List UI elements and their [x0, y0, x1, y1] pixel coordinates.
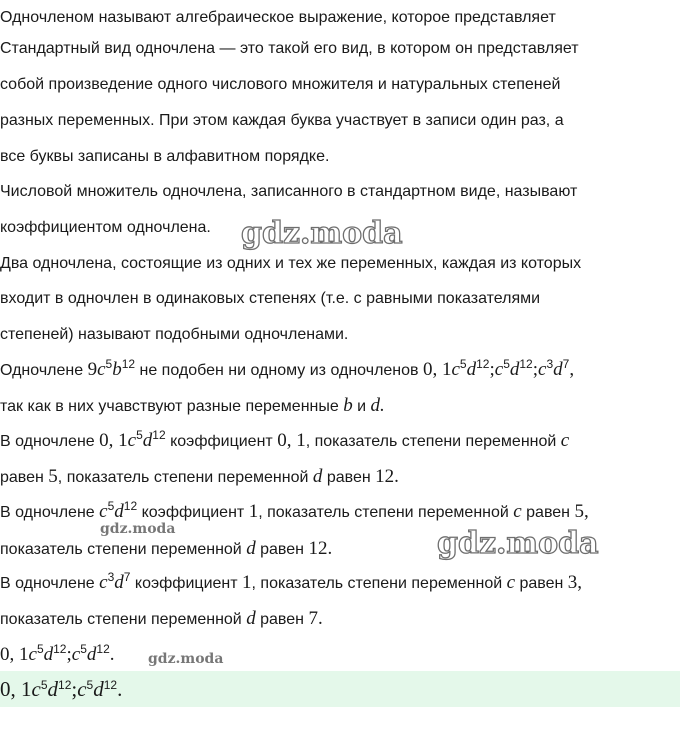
text-span: равен: [521, 504, 575, 521]
math-punct: .: [109, 644, 115, 665]
math-var: c: [71, 644, 81, 665]
text-line-3: собой произведение одного числового множителя и натуральных степеней: [0, 76, 561, 93]
math-exp: 12: [123, 499, 138, 513]
math-var: c: [560, 430, 570, 451]
math-exp: 12: [519, 357, 533, 371]
text-span: коэффициент: [137, 504, 249, 521]
math-exp: 12: [96, 642, 110, 656]
text-line-4: разных переменных. При этом каждая буква участвует в записи один раз, а: [0, 112, 564, 129]
text-line-14: [0, 465, 399, 489]
math-exp: 7: [562, 357, 570, 371]
math-number: 0,: [422, 359, 438, 380]
math-punct: ;: [532, 359, 539, 380]
math-exp: 12: [476, 357, 490, 371]
math-punct: ,: [569, 359, 575, 380]
math-var: c: [538, 359, 547, 380]
math-punct: .: [117, 677, 123, 701]
text-span: так как в них учавствуют разные переменные: [0, 398, 344, 415]
math-number: 9: [87, 359, 98, 380]
text-line-8: Два одночлена, состоящие из одних и тех же переменных, каждая из которых: [0, 255, 582, 272]
answer-box: [0, 671, 680, 707]
math-punct: ;: [489, 359, 495, 380]
math-var: d: [47, 677, 59, 701]
watermark-logo: gdz.moda: [148, 651, 224, 667]
watermark-logo: gdz.moda: [437, 526, 599, 561]
math-var: d: [312, 466, 323, 487]
math-exp: 3: [107, 570, 115, 584]
text-span: показатель степени переменной: [0, 541, 247, 558]
math-punct: ;: [66, 644, 72, 665]
text-span: показатель степени переменной: [0, 611, 247, 628]
text-span: В одночлене: [0, 433, 100, 450]
math-exp: 5: [459, 357, 467, 371]
answer-box-line: [0, 677, 122, 701]
math-exp: 5: [86, 678, 94, 692]
text-span: , показатель степени переменной: [57, 469, 313, 486]
math-exp: 7: [123, 570, 131, 584]
math-var: d: [246, 538, 256, 559]
math-var: d: [93, 677, 104, 701]
math-var: d: [553, 359, 563, 380]
math-number: 0, 1: [277, 430, 306, 451]
text-line-6: Числовой множитель одночлена, записанного в стандартном виде, называют: [0, 183, 578, 200]
math-number: 1: [242, 572, 252, 593]
math-number: 3,: [567, 572, 583, 593]
text-line-10: степеней) называют подобными одночленами.: [0, 326, 349, 343]
math-exp: 3: [546, 357, 554, 371]
math-var: d: [114, 501, 124, 522]
math-var: c: [97, 359, 106, 380]
text-span: равен: [255, 541, 309, 558]
watermark-logo: gdz.moda: [100, 521, 176, 537]
text-span: В одночлене: [0, 575, 100, 592]
math-number: 0, 1: [0, 644, 29, 665]
math-number: 5,: [574, 501, 589, 522]
math-exp: 12: [103, 678, 118, 692]
math-number: 12.: [308, 538, 333, 559]
text-span: коэффициент: [130, 575, 243, 592]
math-number: 0, 1: [99, 430, 128, 451]
math-var: d: [114, 572, 124, 593]
text-line-11: [0, 358, 574, 382]
text-span: не подобен ни одному из одночленов: [135, 362, 423, 379]
math-var: c: [99, 501, 108, 522]
text-line-1: Одночленом называют алгебраическое выражение, которое представляет: [0, 9, 556, 26]
text-span: , показатель степени переменной: [251, 575, 507, 592]
math-exp: 5: [80, 642, 87, 656]
math-exp: 12: [53, 642, 67, 656]
math-exp: 5: [107, 499, 115, 513]
text-span: , показатель степени переменной: [258, 504, 514, 521]
math-exp: 5: [105, 357, 113, 371]
math-var: d: [246, 608, 256, 629]
text-line-2: Стандартный вид одночлена — это такой его вид, в котором он представляет: [0, 40, 579, 57]
text-span: равен: [515, 575, 568, 592]
math-var: c: [506, 572, 516, 593]
math-number: 12.: [375, 466, 399, 487]
text-span: равен: [0, 469, 49, 486]
text-line-17: [0, 571, 582, 595]
math-var: c: [494, 359, 504, 380]
answer-line: [0, 643, 115, 667]
math-number: 7.: [308, 608, 323, 629]
math-var: c: [31, 677, 41, 701]
text-line-16: [0, 537, 332, 561]
text-line-15: [0, 500, 589, 524]
math-var: c: [451, 359, 460, 380]
math-var: c: [77, 677, 87, 701]
text-line-13: [0, 429, 569, 453]
text-line-5: все буквы записаны в алфавитном порядке.: [0, 148, 330, 165]
math-var: c: [99, 572, 108, 593]
text-line-7: коэффициентом одночлена.: [0, 219, 211, 236]
math-var: d: [43, 644, 54, 665]
math-var: d: [509, 359, 520, 380]
text-span: В одночлене: [0, 504, 100, 521]
text-line-9: входит в одночлен в одинаковых степенях (т.е. с равными показателями: [0, 290, 541, 307]
math-number: 5: [48, 466, 58, 487]
math-number: 1: [441, 359, 452, 380]
text-span: Одночлене: [0, 362, 88, 379]
math-var: b: [112, 359, 122, 380]
math-var: c: [28, 644, 37, 665]
math-var: c: [127, 430, 137, 451]
text-span: и: [352, 398, 371, 415]
math-exp: 12: [121, 357, 136, 371]
math-var: d: [142, 430, 153, 451]
math-punct: ;: [71, 677, 78, 701]
math-exp: 5: [503, 357, 510, 371]
math-exp: 12: [58, 678, 72, 692]
math-var: b: [343, 395, 353, 416]
math-exp: 5: [136, 428, 143, 442]
watermark-logo: gdz.moda: [241, 216, 403, 251]
text-line-12: [0, 394, 385, 418]
text-line-18: [0, 607, 323, 631]
text-span: коэффициент: [165, 433, 278, 450]
math-var: d.: [370, 395, 385, 416]
math-var: c: [513, 501, 522, 522]
text-span: , показатель степени переменной: [305, 433, 561, 450]
text-span: равен: [255, 611, 309, 628]
math-var: d: [86, 644, 97, 665]
math-var: d: [466, 359, 477, 380]
text-span: равен: [322, 469, 376, 486]
math-exp: 5: [40, 678, 48, 692]
math-number: 0, 1: [0, 677, 32, 701]
math-exp: 5: [36, 642, 44, 656]
math-exp: 12: [152, 428, 166, 442]
math-number: 1: [248, 501, 259, 522]
